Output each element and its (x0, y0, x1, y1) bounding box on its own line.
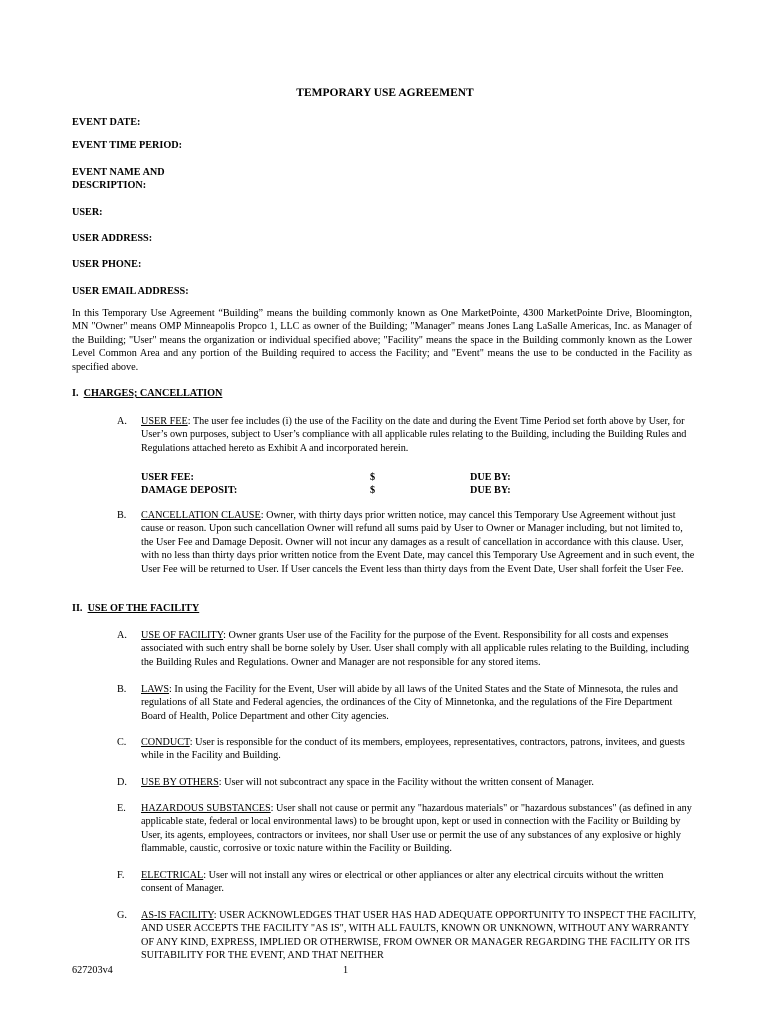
section-number: II. (72, 603, 83, 614)
clause-as-is-facility (117, 909, 697, 963)
fee-row-damage-deposit (141, 484, 661, 497)
clause-label: E. (117, 803, 126, 814)
clause-label: D. (117, 777, 127, 788)
clause-text: : In using the Facility for the Event, User will abide by all laws of the United States and the State of Minnesota, the rules and regulations of all State and Federal agencies, the ordinances of the City of Minnetonka, and the regulations of the Fire Department Board of Health, Police Department and other City agencies. (141, 684, 679, 722)
user-fee-label: USER FEE: (141, 472, 194, 483)
clause-text: : User will not subcontract any space in the Facility without the written consent of Manager. (218, 777, 594, 788)
section-charges-heading (72, 387, 222, 400)
intro-paragraph: In this Temporary Use Agreement “Building” means the building commonly known as One MarketPointe, 4300 MarketPointe Drive, Bloomington, MN "Owner" means OMP Minneapolis Propco 1, LLC as owner of the Building; "Manager" means Jones Lang LaSalle Americas, Inc. as Manager of the Building; "User" means the organization or individual specified above; "Facility" means the space in the Building commonly known as the Lower Level Common Area and any portion of the Building required to access the Facility; and "Event" means the use to be conducted in the Facility as specified above. (72, 308, 692, 373)
clause-heading: USER FEE (141, 416, 188, 427)
clause-label: C. (117, 737, 127, 748)
clause-text: : Owner grants User use of the Facility for the purpose of the Event. Responsibility for all costs and expenses associated with such entry shall be borne solely by User. User shall comply with all applicable rules relating to the Building, including the Building Rules and Regulations. Owner and Manager are not responsible for any stored items. (141, 630, 690, 668)
clause-label: B. (117, 510, 127, 521)
clause-label: B. (117, 684, 127, 695)
event-name-label-line1: EVENT NAME AND (72, 166, 165, 178)
fee-table (141, 471, 661, 498)
document-title: TEMPORARY USE AGREEMENT (296, 87, 474, 99)
clause-user-fee (117, 415, 697, 455)
event-name-label (72, 166, 692, 193)
clause-heading: LAWS (141, 684, 170, 695)
clause-electrical (117, 869, 697, 896)
clause-label: G. (117, 910, 127, 921)
event-fields (72, 116, 692, 308)
clause-laws (117, 683, 697, 723)
page-number: 1 (343, 965, 349, 976)
clause-label: F. (117, 870, 125, 881)
clause-text: : User will not install any wires or electrical or other appliances or alter any electrical circuits without the written consent of Manager. (141, 870, 664, 895)
section-title: CHARGES; CANCELLATION (83, 388, 223, 399)
user-phone-label: USER PHONE: (72, 259, 142, 271)
clause-heading: USE BY OTHERS (141, 777, 219, 788)
clause-label: A. (117, 416, 127, 427)
document-id: 627203v4 (72, 965, 113, 976)
user-label: USER: (72, 206, 103, 218)
section-use-heading (72, 602, 199, 615)
damage-deposit-label: DAMAGE DEPOSIT: (141, 485, 238, 497)
clause-label: A. (117, 630, 127, 641)
clause-heading: ELECTRICAL (141, 870, 204, 881)
clause-text: : User is responsible for the conduct of its members, employees, representatives, contractors, patrons, invitees, and guests while in the Facility and Building. (141, 737, 685, 762)
clause-heading: CANCELLATION CLAUSE (141, 510, 261, 521)
clause-hazardous-substances (117, 802, 697, 856)
clause-heading: HAZARDOUS SUBSTANCES (141, 803, 271, 814)
user-email-label: USER EMAIL ADDRESS: (72, 285, 189, 297)
clause-cancellation (117, 509, 697, 576)
section-title: USE OF THE FACILITY (87, 603, 200, 614)
clause-text: : The user fee includes (i) the use of the Facility on the date and during the Event Time Period set forth above by User, for User’s own purposes, subject to User’s compliance with all applicable rules relating to the Building, including the Building Rules and Regulations attached hereto as Exhibit A and incorporated herein. (141, 416, 687, 454)
clause-text: : User shall not cause or permit any "hazardous materials" or "hazardous substances" (as defined in any applicable state, federal or local environmental laws) to be brought upon, kept or used in connection with the Facility or Building by User, its agents, employees, contractors or invitees, nor shall User use or permit the use of any substances of any explosive or highly flammable, caustic, corrosive or toxic nature within the Facility or Building. (141, 803, 692, 855)
event-date-label: EVENT DATE: (72, 117, 141, 128)
event-time-period-label: EVENT TIME PERIOD: (72, 140, 183, 152)
section-number: I. (72, 388, 79, 399)
clause-use-by-others (117, 776, 697, 789)
clause-heading: CONDUCT (141, 737, 190, 748)
clause-text: : Owner, with thirty days prior written notice, may cancel this Temporary Use Agreement without just cause or reason. Upon such cancellation Owner will refund all sums paid by User to Owner or Manager including, but not limited to, the User Fee and Damage Deposit. Owner will not incur any damages as a result of cancellation in accordance with this clause. User, with no less than thirty days prior written notice from the Event Date, may cancel this Temporary Use Agreement and in such event, the User Fee will be returned to User. If User cancels the Event less than thirty days from the Event Date, User shall forfeit the User Fee. (141, 510, 695, 575)
clause-heading: AS-IS FACILITY (141, 910, 214, 921)
damage-deposit-due-label: DUE BY: (470, 485, 511, 497)
user-fee-due-label: DUE BY: (470, 472, 511, 483)
user-address-label: USER ADDRESS: (72, 233, 153, 245)
clause-text: : USER ACKNOWLEDGES THAT USER HAS HAD ADEQUATE OPPORTUNITY TO INSPECT THE FACILITY, AND USER ACCEPTS THE FACILITY "AS IS", WITH ALL FAULTS, KNOWN OR UNKNOWN, WITHOUT ANY WARRANTY OF ANY KIND, EXPRESS, IMPLIED OR OTHERWISE, FROM OWNER OR MANAGER REGARDING THE FACILITY OR ITS SUITABILITY FOR THE EVENT, AND THAT NEITHER (141, 910, 697, 962)
fee-row-user-fee (141, 471, 661, 484)
clause-conduct (117, 736, 697, 763)
user-fee-dollar: $ (370, 472, 376, 483)
clause-heading: USE OF FACILITY (141, 630, 224, 641)
damage-deposit-dollar: $ (370, 485, 376, 497)
event-name-label-line2: DESCRIPTION: (72, 180, 147, 192)
clause-use-of-facility (117, 629, 697, 669)
